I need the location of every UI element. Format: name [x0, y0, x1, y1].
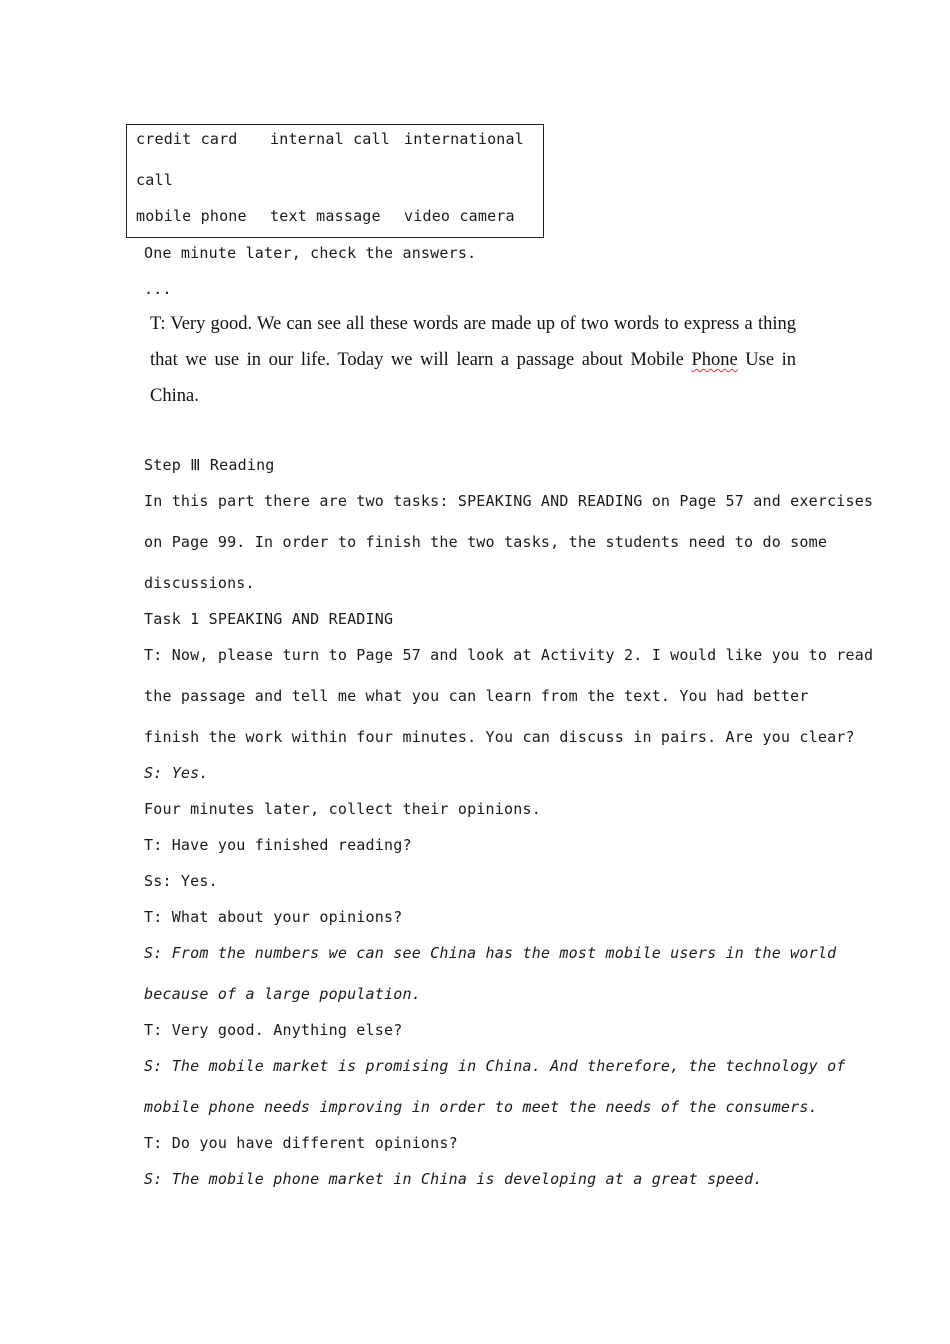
s-market-line-2: mobile phone needs improving in order to meet the needs of the consumers.	[144, 1098, 818, 1116]
word-international: international	[404, 130, 524, 148]
word-video-camera: video camera	[404, 207, 515, 225]
teacher-line-1: T: Very good. We can see all these words are made up of two words to express a thing	[150, 314, 796, 334]
teacher-line-2	[150, 350, 796, 371]
t-now-line-1: T: Now, please turn to Page 57 and look at Activity 2. I would like you to read	[144, 646, 874, 664]
ellipsis: ...	[144, 280, 172, 298]
t-now-line-3: finish the work within four minutes. You can discuss in pairs. Are you clear?	[144, 728, 855, 746]
check-answers-line: One minute later, check the answers.	[144, 244, 477, 262]
t-different-line: T: Do you have different opinions?	[144, 1134, 458, 1152]
t-anything-line: T: Very good. Anything else?	[144, 1021, 403, 1039]
s-developing-line: S: The mobile phone market in China is developing at a great speed.	[144, 1170, 763, 1188]
word-internal-call: internal call	[270, 130, 390, 148]
t-now-line-2: the passage and tell me what you can learn from the text. You had better	[144, 687, 809, 705]
s-numbers-line-2: because of a large population.	[144, 985, 421, 1003]
word-credit-card: credit card	[136, 130, 238, 148]
intro-line-3: discussions.	[144, 574, 255, 592]
t-opinions-line: T: What about your opinions?	[144, 908, 403, 926]
student-yes: S: Yes.	[144, 764, 209, 782]
word-mobile-phone: mobile phone	[136, 207, 247, 225]
word-text-massage: text massage	[270, 207, 381, 225]
intro-line-1: In this part there are two tasks: SPEAKING AND READING on Page 57 and exercises	[144, 492, 874, 510]
s-numbers-line-1: S: From the numbers we can see China has the most mobile users in the world	[144, 944, 837, 962]
task1-heading: Task 1 SPEAKING AND READING	[144, 610, 394, 628]
step-heading: Step Ⅲ Reading	[144, 456, 275, 474]
spellcheck-word: Phone	[691, 350, 738, 370]
teacher-line-2-c: Use in	[737, 350, 796, 370]
intro-line-2: on Page 99. In order to finish the two tasks, the students need to do some	[144, 533, 828, 551]
teacher-line-2-a: that we use in our life. Today we will learn a passage about Mobile	[150, 350, 692, 370]
t-finished-line: T: Have you finished reading?	[144, 836, 412, 854]
four-minutes-line: Four minutes later, collect their opinions.	[144, 800, 541, 818]
word-call: call	[136, 171, 173, 189]
teacher-line-3: China.	[150, 386, 199, 406]
s-market-line-1: S: The mobile market is promising in China. And therefore, the technology of	[144, 1057, 846, 1075]
ss-yes-line: Ss: Yes.	[144, 872, 218, 890]
vocabulary-box	[126, 124, 544, 238]
